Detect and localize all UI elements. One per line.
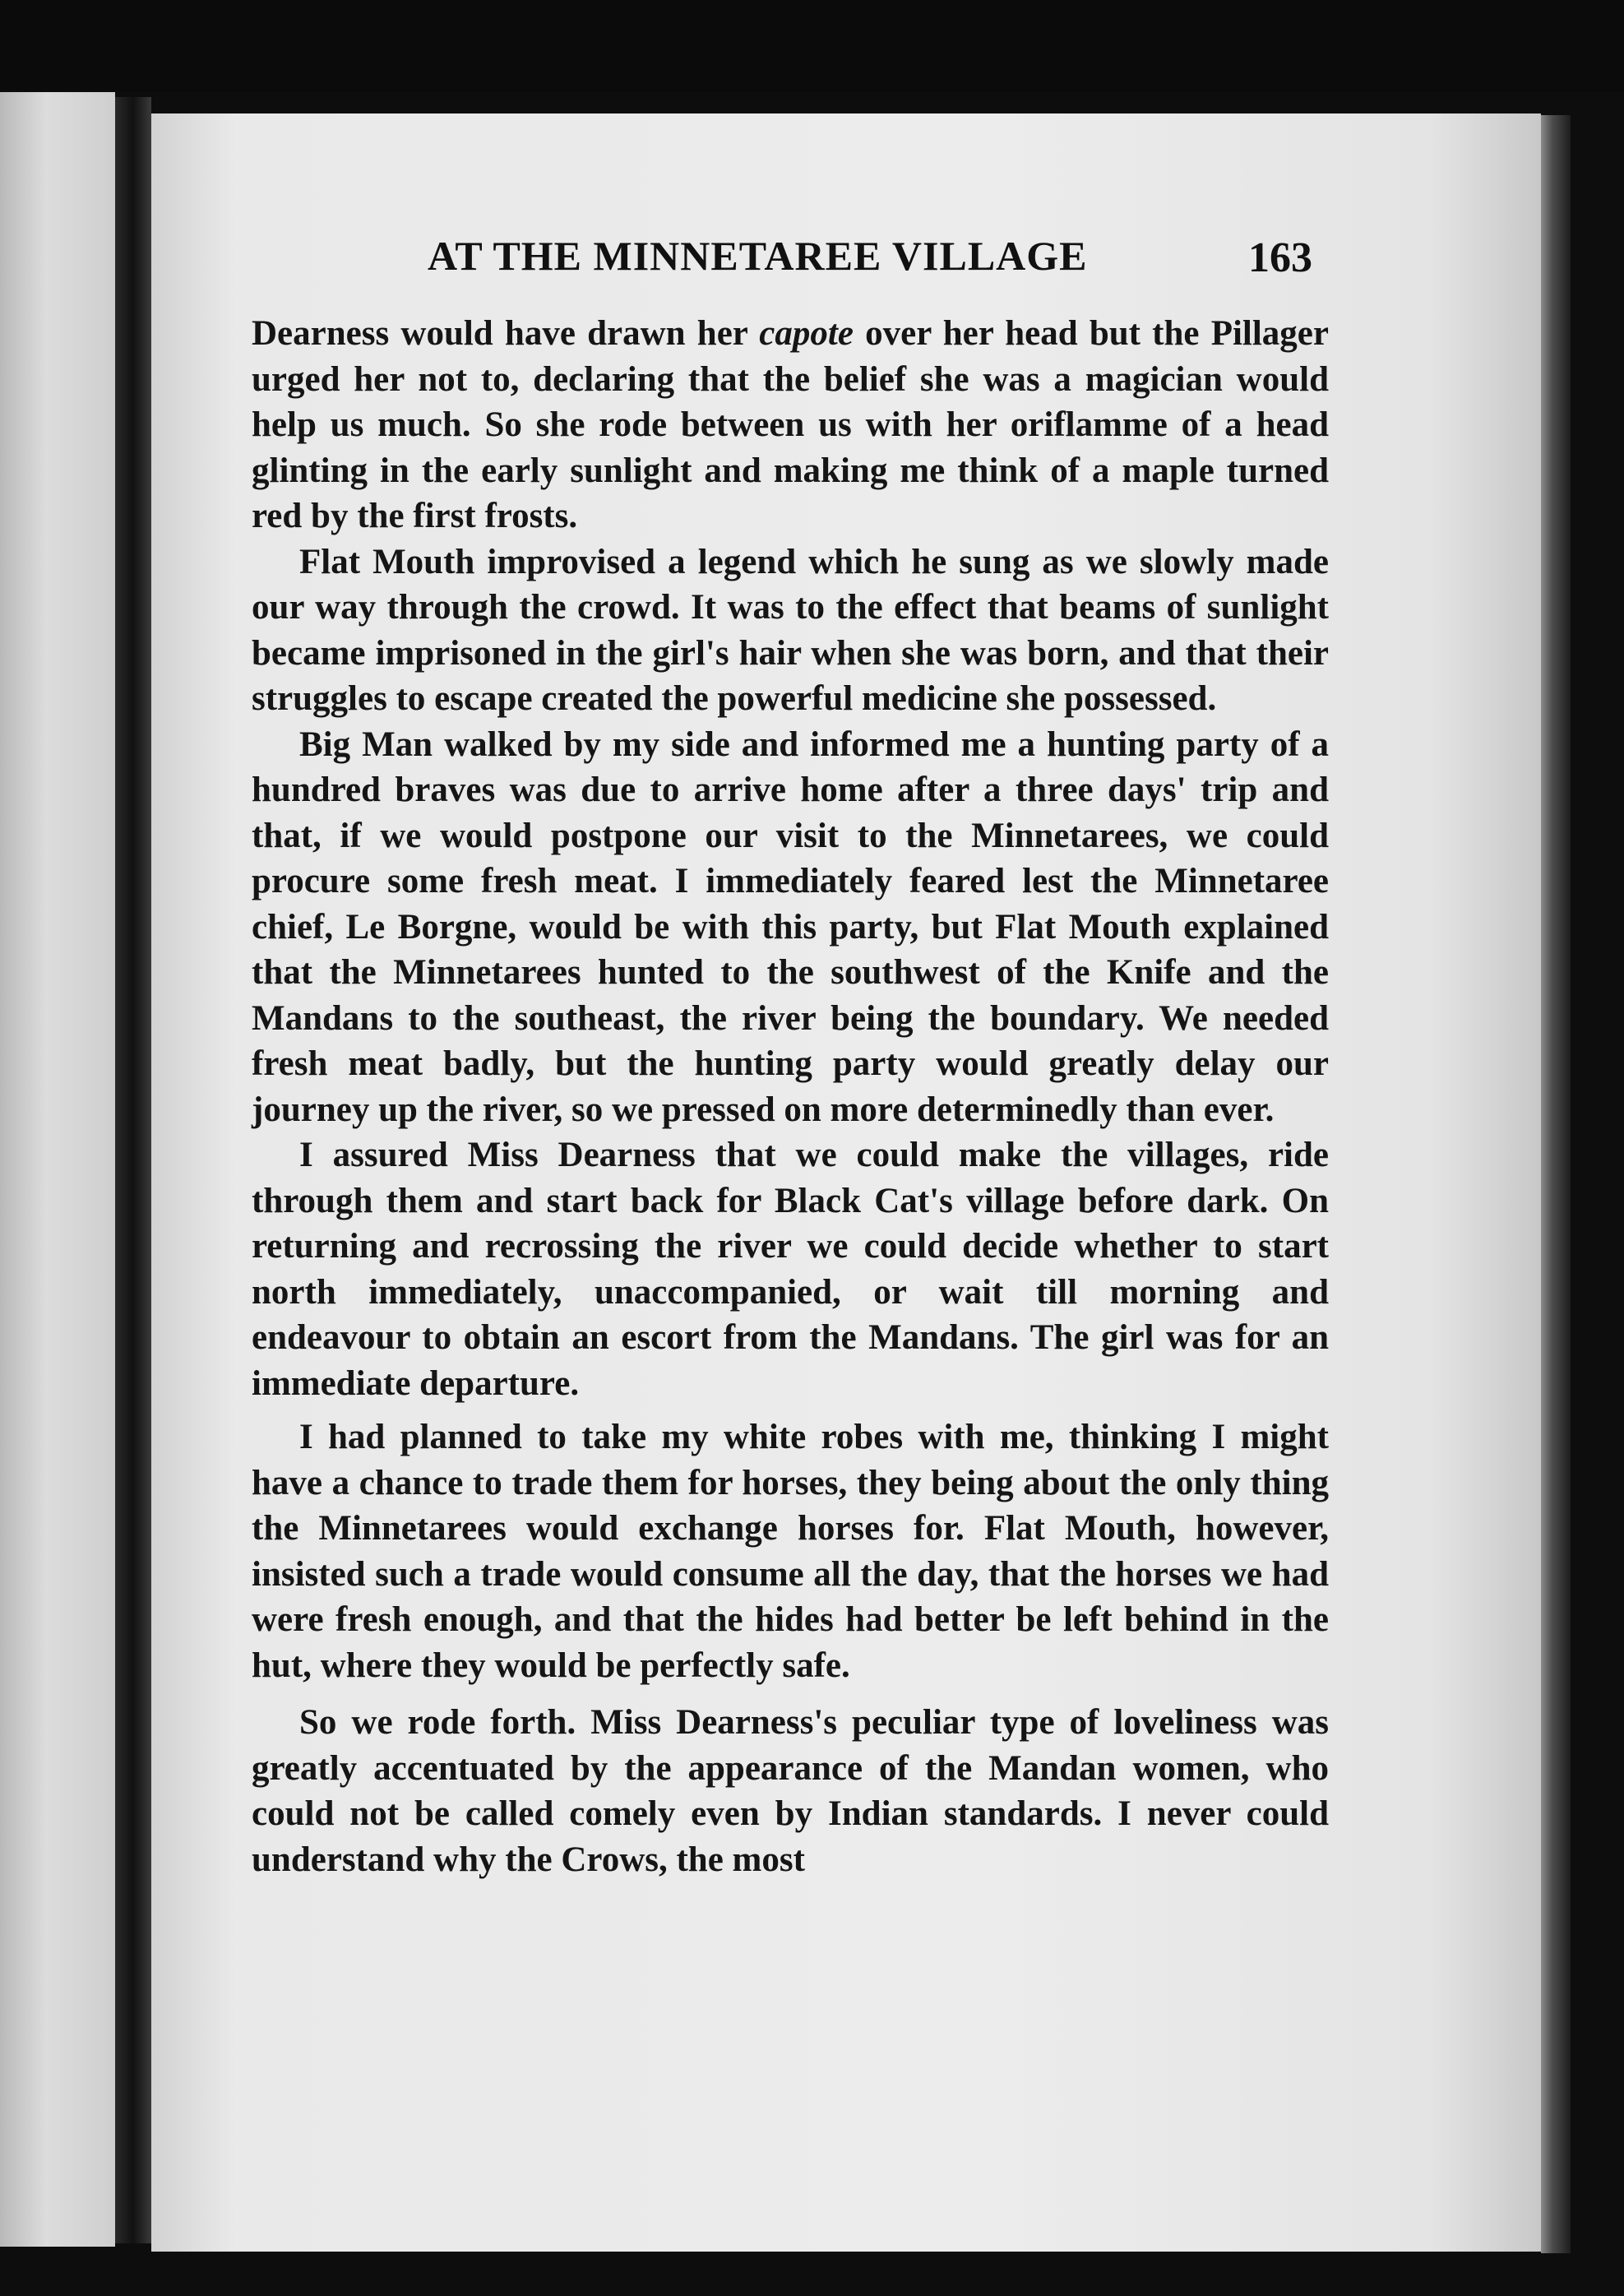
- paragraph-1: [252, 311, 1329, 539]
- paragraph-1-text-b: over her head but the Pillager urged her not to, declaring that the belief she was a magician would help us much. So she rode between us with her oriflamme of a head glinting in the early sunlight and making me think of a maple turned red by the first frosts.: [252, 314, 1329, 535]
- running-head: AT THE MINNETAREE VILLAGE: [428, 233, 1088, 279]
- book-gutter: [115, 97, 151, 2243]
- italic-word: capote: [759, 314, 854, 353]
- page-edge-shadow: [1541, 115, 1571, 2253]
- paragraph-6: So we rode forth. Miss Dearness's peculiar type of loveliness was greatly accentuated by the appearance of the Mandan women, who could not be called comely even by Indian standards. I never could understand why the Crows, the most: [252, 1703, 1329, 1879]
- scan-top-border: [0, 0, 1624, 92]
- paragraph-2: Flat Mouth improvised a legend which he sung as we slowly made our way through the crowd. It was to the effect that beams of sunlight became imprisoned in the girl's hair when she was born, and that their struggles to escape created the powerful medicine she possessed.: [252, 542, 1329, 718]
- paragraph-4: I assured Miss Dearness that we could make the villages, ride through them and start back for Black Cat's village before dark. On returning and recrossing the river we could decide whether to start north immediately, unaccompanied, or wait till morning and endeavour to obtain an escort from the Mandans. The girl was for an immediate departure.: [252, 1136, 1329, 1403]
- paragraph-5: I had planned to take my white robes with me, thinking I might have a chance to trade them for horses, they being about the only thing the Minnetarees would exchange horses for. Flat Mouth, however, insisted such a trade would consume all the day, that the horses we had were fresh enough, and that the hides had better be left behind in the hut, where they would be perfectly safe.: [252, 1418, 1329, 1685]
- body-text: [252, 311, 1329, 1882]
- paragraph-3: Big Man walked by my side and informed me a hunting party of a hundred braves was due to arrive home after a three days' trip and that, if we would postpone our visit to the Minnetarees, we could procure some fresh meat. I immediately feared lest the Minnetaree chief, Le Borgne, would be with this party, but Flat Mouth explained that the Minnetarees hunted to the southwest of the Knife and the Mandans to the southeast, the river being the boundary. We needed fresh meat badly, but the hunting party would greatly delay our journey up the river, so we pressed on more determinedly than ever.: [252, 724, 1329, 1129]
- facing-page-edge: [0, 92, 115, 2247]
- paragraph-1-text-a: Dearness would have drawn her: [252, 314, 760, 353]
- page-number: 163: [1248, 234, 1312, 281]
